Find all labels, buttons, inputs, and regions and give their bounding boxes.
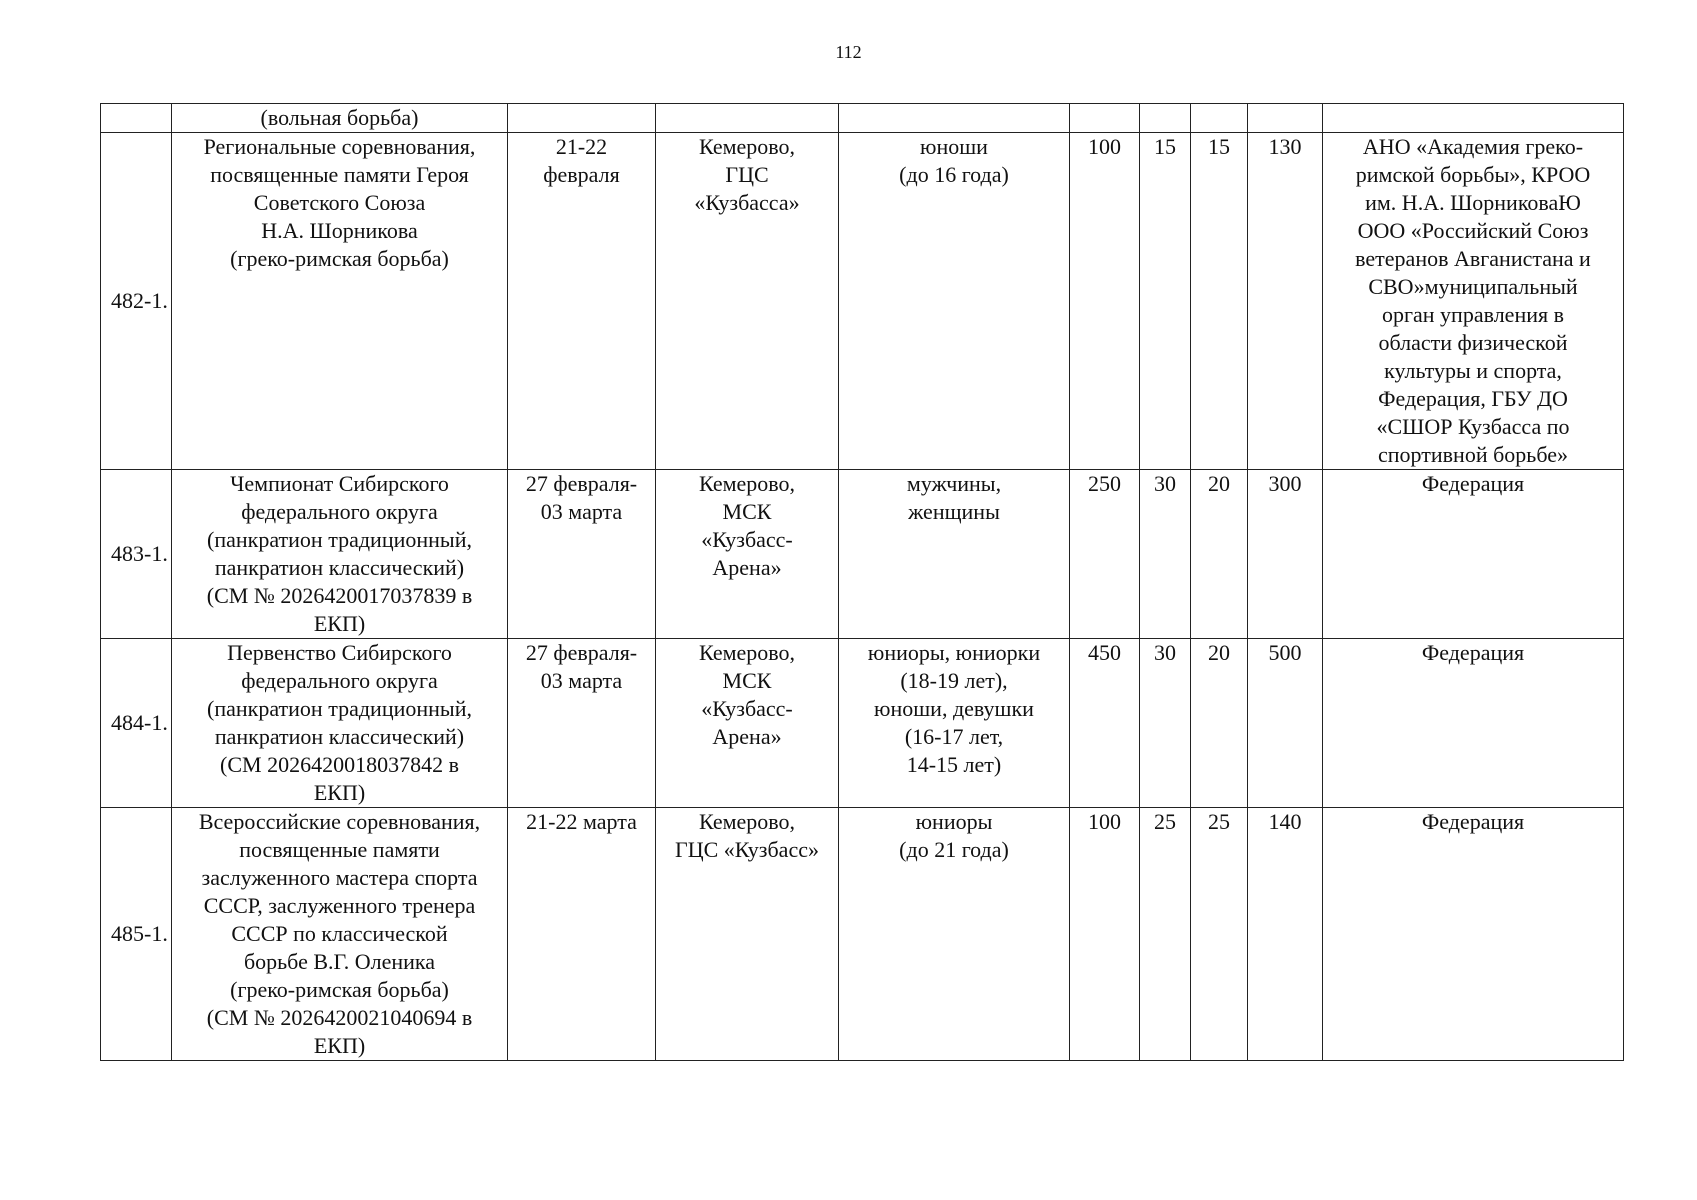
cell-count-total: 300	[1248, 470, 1323, 639]
cell-dates: 27 февраля- 03 марта	[508, 470, 656, 639]
table-row	[101, 133, 1624, 470]
cell-organizer: Федерация	[1323, 470, 1624, 639]
cell-number: 485-1.	[101, 808, 172, 1061]
cell-participants: юниоры, юниорки (18-19 лет), юноши, девушки (16-17 лет, 14-15 лет)	[839, 639, 1070, 808]
cell-organizer: Федерация	[1323, 639, 1624, 808]
cell-dates	[508, 104, 656, 133]
cell-number: 483-1.	[101, 470, 172, 639]
cell-count-1: 100	[1070, 808, 1140, 1061]
cell-count-2: 25	[1140, 808, 1191, 1061]
page-number: 112	[835, 42, 862, 62]
cell-count-1	[1070, 104, 1140, 133]
cell-count-total	[1248, 104, 1323, 133]
cell-event-name: Всероссийские соревнования, посвященные памяти заслуженного мастера спорта СССР, заслуженного тренера СССР по классической борьбе В.Г. Оленика (греко-римская борьба) (СМ № 2026420021040694 в ЕКП)	[172, 808, 508, 1061]
cell-number: 484-1.	[101, 639, 172, 808]
cell-count-3: 25	[1191, 808, 1248, 1061]
cell-organizer	[1323, 104, 1624, 133]
cell-participants: мужчины, женщины	[839, 470, 1070, 639]
cell-participants	[839, 104, 1070, 133]
cell-dates: 27 февраля- 03 марта	[508, 639, 656, 808]
table-row	[101, 470, 1624, 639]
cell-number	[101, 104, 172, 133]
cell-place: Кемерово, МСК «Кузбасс- Арена»	[656, 639, 839, 808]
cell-count-3: 15	[1191, 133, 1248, 470]
cell-event-name: Региональные соревнования, посвященные памяти Героя Советского Союза Н.А. Шорникова (греко-римская борьба)	[172, 133, 508, 470]
cell-dates: 21-22 февраля	[508, 133, 656, 470]
cell-place: Кемерово, ГЦС «Кузбасс»	[656, 808, 839, 1061]
cell-count-1: 450	[1070, 639, 1140, 808]
cell-count-1: 250	[1070, 470, 1140, 639]
cell-count-2: 30	[1140, 639, 1191, 808]
cell-count-3: 20	[1191, 639, 1248, 808]
cell-number: 482-1.	[101, 133, 172, 470]
table-row	[101, 639, 1624, 808]
cell-count-2: 15	[1140, 133, 1191, 470]
cell-count-3: 20	[1191, 470, 1248, 639]
cell-organizer: АНО «Академия греко- римской борьбы», КРОО им. Н.А. ШорниковаЮ ООО «Российский Союз ветеранов Авганистана и СВО»муниципальный орган управления в области физической культуры и спорта, Федерация, ГБУ ДО «СШОР Кузбасса по спортивной борьбе»	[1323, 133, 1624, 470]
cell-event-name: (вольная борьба)	[172, 104, 508, 133]
cell-organizer: Федерация	[1323, 808, 1624, 1061]
cell-event-name: Первенство Сибирского федерального округа (панкратион традиционный, панкратион классический) (СМ 2026420018037842 в ЕКП)	[172, 639, 508, 808]
cell-place	[656, 104, 839, 133]
events-table	[100, 103, 1624, 1061]
cell-count-3	[1191, 104, 1248, 133]
cell-participants: юноши (до 16 года)	[839, 133, 1070, 470]
table-row	[101, 104, 1624, 133]
cell-dates: 21-22 марта	[508, 808, 656, 1061]
cell-count-2: 30	[1140, 470, 1191, 639]
cell-count-total: 130	[1248, 133, 1323, 470]
cell-participants: юниоры (до 21 года)	[839, 808, 1070, 1061]
cell-count-1: 100	[1070, 133, 1140, 470]
cell-place: Кемерово, МСК «Кузбасс- Арена»	[656, 470, 839, 639]
cell-event-name: Чемпионат Сибирского федерального округа (панкратион традиционный, панкратион классический) (СМ № 2026420017037839 в ЕКП)	[172, 470, 508, 639]
cell-count-total: 500	[1248, 639, 1323, 808]
table-row	[101, 808, 1624, 1061]
cell-count-2	[1140, 104, 1191, 133]
cell-place: Кемерово, ГЦС «Кузбасса»	[656, 133, 839, 470]
cell-count-total: 140	[1248, 808, 1323, 1061]
